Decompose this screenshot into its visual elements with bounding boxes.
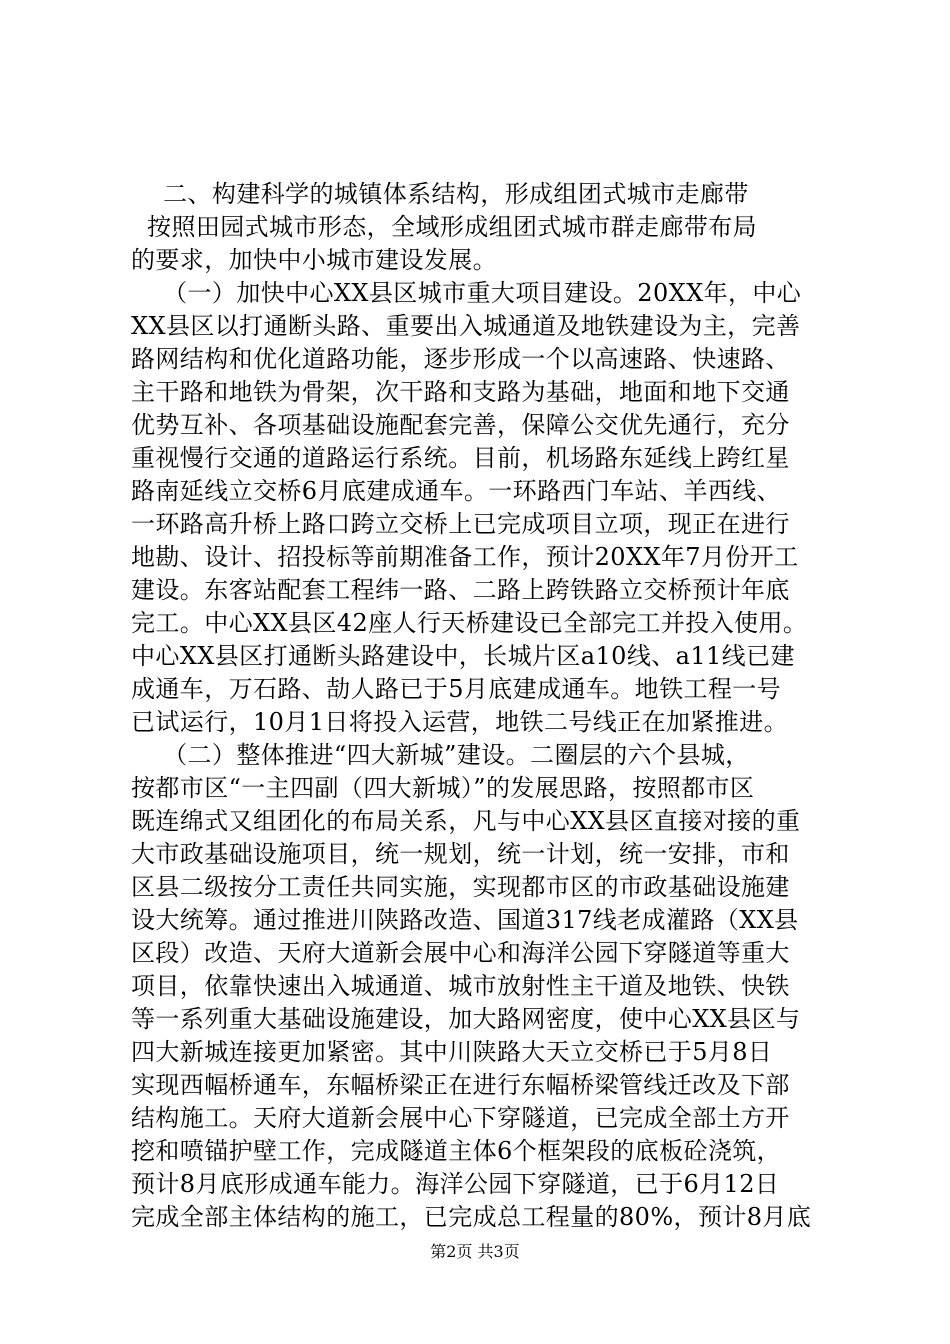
text-line: XX县区以打通断头路、重要出入城通道及地铁建设为主，完善 xyxy=(131,312,801,340)
text-line: 一环路高升桥上路口跨立交桥上已完成项目立项，现正在进行 xyxy=(131,510,790,538)
text-line: 重视慢行交通的道路运行系统。目前，机场路东延线上跨红星 xyxy=(131,444,790,472)
document-body xyxy=(131,178,831,1234)
text-line: 二、构建科学的城镇体系结构，形成组团式城市走廊带 xyxy=(131,180,749,208)
text-line: 实现西幅桥通车，东幅桥梁正在进行东幅桥梁管线迁改及下部 xyxy=(131,1071,790,1099)
text-line: 按都市区“一主四副（四大新城）”的发展思路，按照都市区 xyxy=(131,774,755,802)
text-line: 挖和喷锚护壁工作，完成隧道主体6个框架段的底板砼浇筑， xyxy=(131,1137,782,1165)
text-line: 完工。中心XX县区42座人行天桥建设已全部完工并投入使用。 xyxy=(131,609,808,637)
text-line: 成通车，万石路、劼人路已于5月底建成通车。地铁工程一号 xyxy=(131,675,782,703)
text-line: 路南延线立交桥6月底建成通车。一环路西门车站、羊西线、 xyxy=(131,477,782,505)
text-line: 路网结构和优化道路功能，逐步形成一个以高速路、快速路、 xyxy=(131,345,790,373)
text-line: 建设。东客站配套工程纬一路、二路上跨铁路立交桥预计年底 xyxy=(131,576,790,604)
text-line: 预计8月底形成通车能力。海洋公园下穿隧道，已于6月12日 xyxy=(131,1170,780,1198)
text-line: 项目，依靠快速出入城通道、城市放射性主干道及地铁、快铁 xyxy=(131,972,790,1000)
text-line: 中心XX县区打通断头路建设中，长城片区a10线、a11线已建 xyxy=(131,642,795,670)
text-line: 大市政基础设施项目，统一规划，统一计划，统一安排，市和 xyxy=(131,840,790,868)
text-line: 等一系列重大基础设施建设，加大路网密度，使中心XX县区与 xyxy=(131,1005,801,1033)
text-line: 完成全部主体结构的施工，已完成总工程量的80%，预计8月底 xyxy=(131,1203,812,1231)
text-line: 设大统筹。通过推进川陕路改造、国道317线老成灌路（XX县 xyxy=(131,906,799,934)
text-line: 优势互补、各项基础设施配套完善，保障公交优先通行，充分 xyxy=(131,411,790,439)
text-line: 的要求，加快中小城市建设发展。 xyxy=(131,246,497,274)
text-line: 既连绵式又组团化的布局关系，凡与中心XX县区直接对接的重 xyxy=(131,807,801,835)
text-line: 结构施工。天府大道新会展中心下穿隧道，已完成全部土方开 xyxy=(131,1104,790,1132)
text-line: （二）整体推进“四大新城”建设。二圈层的六个县城， xyxy=(131,741,750,769)
text-line: 主干路和地铁为骨架，次干路和支路为基础，地面和地下交通 xyxy=(131,378,790,406)
text-line: （一）加快中心XX县区城市重大项目建设。20XX年，中心 xyxy=(131,279,802,307)
text-line: 已试运行，10月1日将投入运营，地铁二号线正在加紧推进。 xyxy=(131,708,789,736)
page-footer: 第2页 共3页 xyxy=(430,1242,520,1261)
text-line: 四大新城连接更加紧密。其中川陕路大天立交桥已于5月8日 xyxy=(131,1038,773,1066)
text-line: 区段）改造、天府大道新会展中心和海洋公园下穿隧道等重大 xyxy=(131,939,790,967)
text-line: 地勘、设计、招投标等前期准备工作，预计20XX年7月份开工 xyxy=(131,543,799,571)
text-line: 按照田园式城市形态，全域形成组团式城市群走廊带布局 xyxy=(131,213,758,241)
text-line: 区县二级按分工责任共同实施，实现都市区的市政基础设施建 xyxy=(131,873,790,901)
